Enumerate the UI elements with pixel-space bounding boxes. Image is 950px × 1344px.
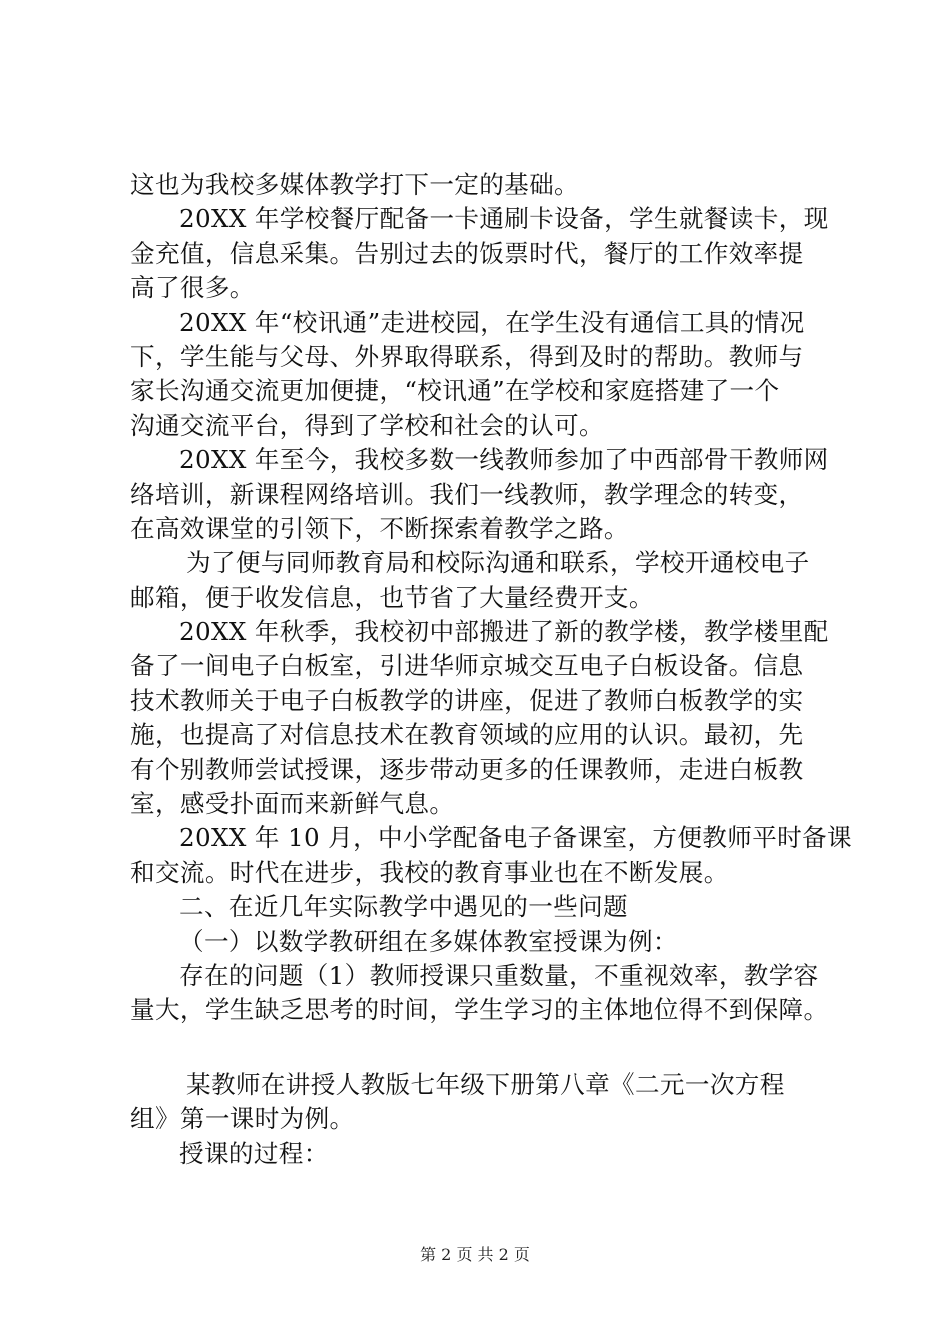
paragraph-start: 授课的过程： bbox=[179, 1138, 329, 1168]
text-line: 高了很多。 bbox=[130, 273, 255, 303]
text-line: 络培训，新课程网络培训。我们一线教师，教学理念的转变， bbox=[130, 479, 804, 509]
text-line: 金充值，信息采集。告别过去的饭票时代，餐厅的工作效率提 bbox=[130, 238, 804, 268]
text-line: 家长沟通交流更加便捷，“校讯通”在学校和家庭搭建了一个 bbox=[130, 376, 780, 406]
text-line: 施，也提高了对信息技术在教育领域的应用的认识。最初，先 bbox=[130, 720, 804, 750]
text-line: 在高效课堂的引领下，不断探索着教学之路。 bbox=[130, 513, 629, 543]
page-footer: 第 2 页 共 2 页 bbox=[420, 1245, 530, 1264]
text-line: 这也为我校多媒体教学打下一定的基础。 bbox=[130, 170, 579, 199]
text-line: 和交流。时代在进步，我校的教育事业也在不断发展。 bbox=[130, 857, 729, 887]
text-line: 备了一间电子白板室，引进华师京城交互电子白板设备。信息 bbox=[130, 651, 804, 681]
text-line: 下，学生能与父母、外界取得联系，得到及时的帮助。教师与 bbox=[130, 341, 804, 371]
document-body bbox=[130, 168, 852, 1171]
paragraph-start: 20XX 年 10 月，中小学配备电子备课室，方便教师平时备课 bbox=[179, 823, 852, 853]
text-line: 室，感受扑面而来新鲜气息。 bbox=[130, 789, 455, 819]
paragraph-start: 20XX 年至今，我校多数一线教师参加了中西部骨干教师网 bbox=[179, 445, 829, 475]
blank-line bbox=[130, 1028, 830, 1068]
text-line: 技术教师关于电子白板教学的讲座，促进了教师白板教学的实 bbox=[130, 685, 804, 715]
paragraph-start: 某教师在讲授人教版七年级下册第八章《二元一次方程 bbox=[186, 1069, 785, 1099]
text-line: 有个别教师尝试授课，逐步带动更多的任课教师，走进白板教 bbox=[130, 754, 804, 784]
paragraph-start: 为了便与同师教育局和校际沟通和联系，学校开通校电子 bbox=[186, 548, 810, 578]
text-line: 邮箱，便于收发信息，也节省了大量经费开支。 bbox=[130, 582, 654, 612]
paragraph-start: 20XX 年学校餐厅配备一卡通刷卡设备，学生就餐读卡，现 bbox=[179, 204, 829, 234]
text-line: 沟通交流平台，得到了学校和社会的认可。 bbox=[130, 410, 604, 440]
text-line: 量大，学生缺乏思考的时间，学生学习的主体地位得不到保障。 bbox=[130, 995, 829, 1025]
section-heading: 二、在近几年实际教学中遇见的一些问题 bbox=[179, 892, 628, 922]
paragraph-start: 存在的问题（1）教师授课只重数量，不重视效率，教学容 bbox=[179, 960, 819, 990]
paragraph-start: 20XX 年“校讯通”走进校园，在学生没有通信工具的情况 bbox=[179, 307, 805, 337]
text-line: 组》第一课时为例。 bbox=[130, 1104, 355, 1134]
subsection-heading: （一）以数学教研组在多媒体教室授课为例： bbox=[179, 926, 678, 956]
paragraph-start: 20XX 年秋季，我校初中部搬进了新的教学楼，教学楼里配 bbox=[179, 617, 829, 647]
